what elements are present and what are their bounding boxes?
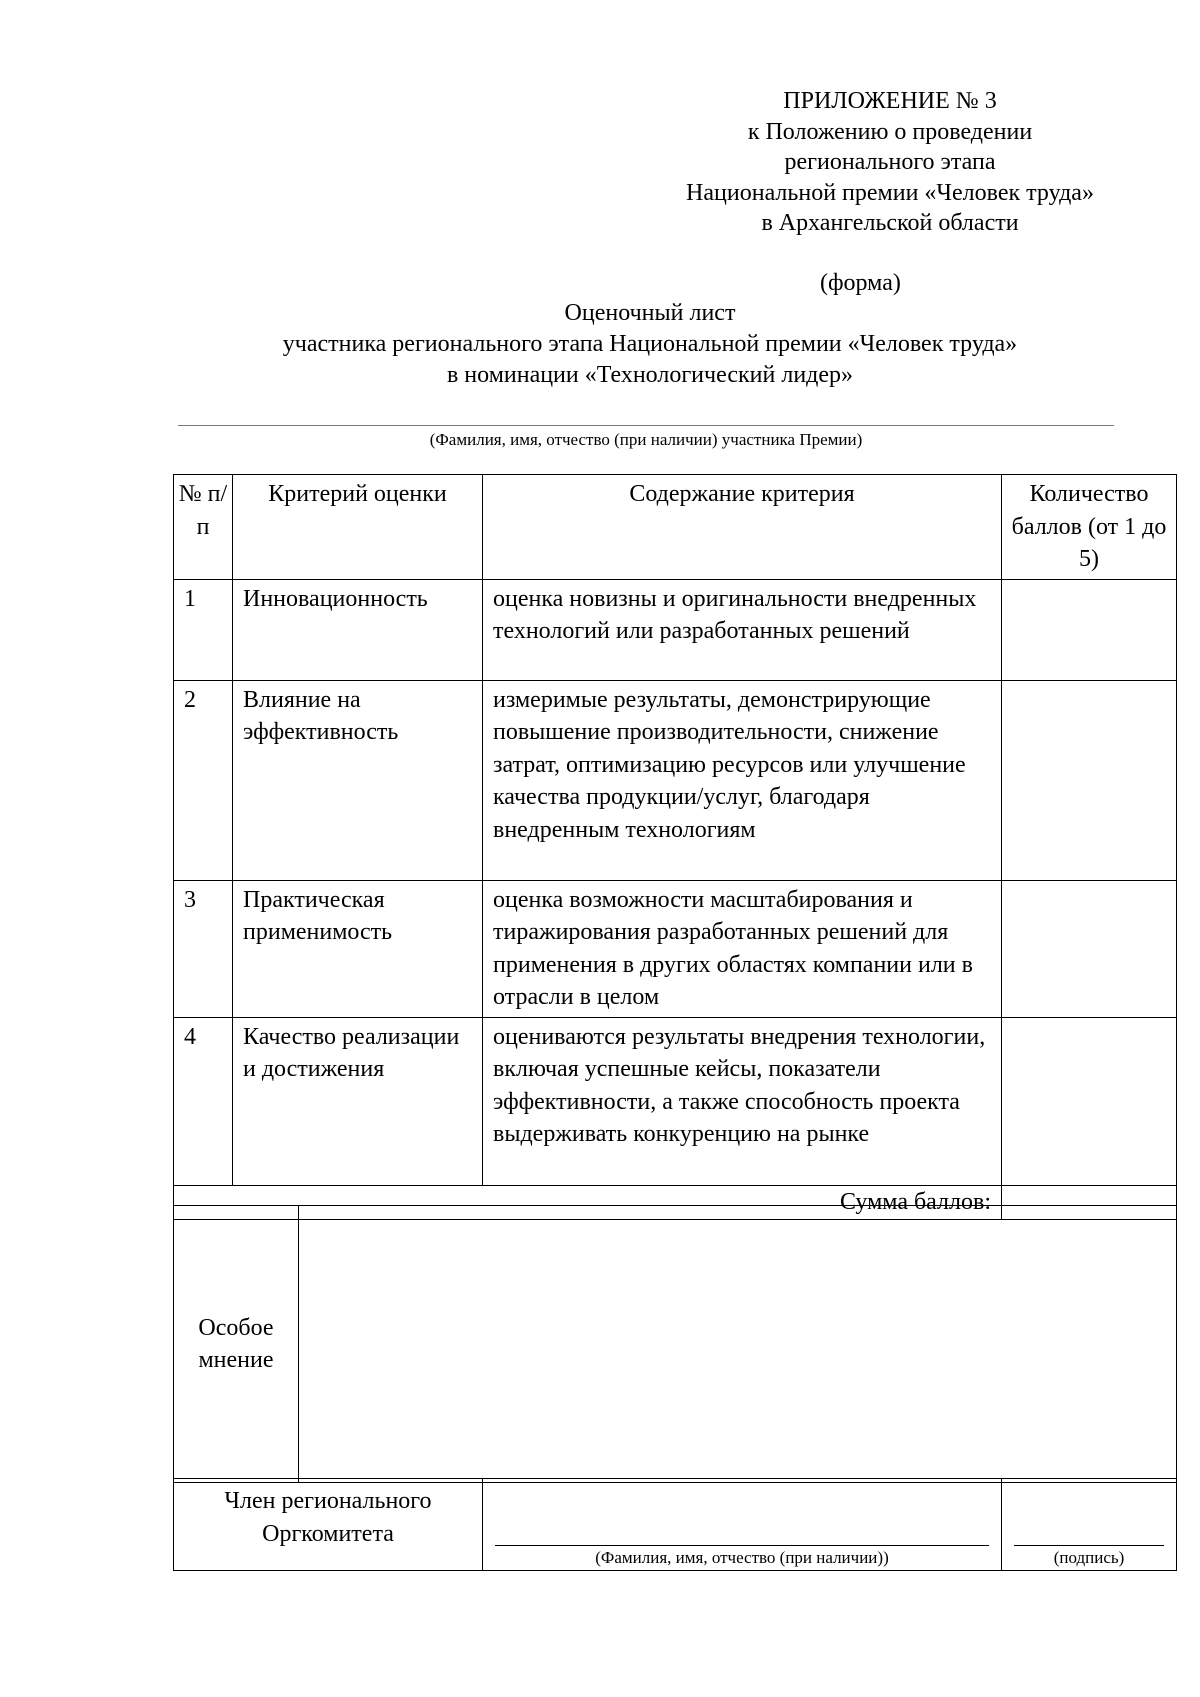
header-criterion: Критерий оценки <box>233 475 483 580</box>
table-row <box>174 1017 1177 1185</box>
table-header-row <box>174 475 1177 580</box>
participant-name-caption: (Фамилия, имя, отчество (при наличии) участника Премии) <box>429 430 863 449</box>
participant-name-line[interactable] <box>178 425 1114 426</box>
opinion-label: Особое мнение <box>174 1206 299 1483</box>
row-score-cell[interactable] <box>1002 680 1177 880</box>
fio-caption: (Фамилия, имя, отчество (при наличии)) <box>595 1548 889 1567</box>
header-score: Количество баллов (от 1 до 5) <box>1002 475 1177 580</box>
signature-cell[interactable] <box>1002 1479 1177 1571</box>
row-criterion: Практическая применимость <box>233 880 483 1017</box>
row-criterion: Инновационность <box>233 579 483 680</box>
row-score-cell[interactable] <box>1002 880 1177 1017</box>
table-row <box>174 579 1177 680</box>
appendix-title: ПРИЛОЖЕНИЕ № 3 <box>783 88 997 114</box>
appendix-line: к Положению о проведении <box>747 118 1033 145</box>
title-line: Оценочный лист <box>564 300 736 326</box>
signature-caption: (подпись) <box>1053 1548 1125 1567</box>
signature-table <box>173 1478 1177 1571</box>
opinion-row <box>174 1206 1177 1483</box>
row-num: 2 <box>174 680 233 880</box>
opinion-text-cell[interactable] <box>299 1206 1177 1483</box>
document-title <box>150 298 1150 391</box>
row-score-cell[interactable] <box>1002 579 1177 680</box>
row-content: оценка новизны и оригинальности внедренных технологий или разработанных решений <box>483 579 1002 680</box>
appendix-line: Национальной премии «Человек труда» <box>686 179 1094 206</box>
row-content: измеримые результаты, демонстрирующие повышение производительности, снижение затрат, оптимизацию ресурсов или улучшение качества продукции/услуг, благодаря внедренным технологиям <box>483 680 1002 880</box>
signature-row <box>174 1479 1177 1571</box>
signature-line <box>1014 1545 1164 1546</box>
title-line: участника регионального этапа Национальной премии «Человек труда» <box>282 331 1018 357</box>
appendix-line: в Архангельской области <box>761 210 1019 236</box>
row-score-cell[interactable] <box>1002 1017 1177 1185</box>
table-row <box>174 880 1177 1017</box>
row-num: 3 <box>174 880 233 1017</box>
fio-cell[interactable] <box>483 1479 1002 1571</box>
row-criterion: Влияние на эффективность <box>233 680 483 880</box>
form-label: (форма) <box>820 270 901 296</box>
header-num: № п/п <box>174 475 233 580</box>
member-label: Член регионального Оргкомитета <box>174 1479 483 1571</box>
header-content: Содержание критерия <box>483 475 1002 580</box>
opinion-table <box>173 1205 1177 1483</box>
table-row <box>174 680 1177 880</box>
evaluation-table <box>173 474 1177 1220</box>
sum-label: Сумма баллов: <box>174 1185 1002 1219</box>
appendix-header <box>600 86 1180 239</box>
row-content: оценка возможности масштабирования и тиражирования разработанных решений для применения в других областях компании или в отрасли в целом <box>483 880 1002 1017</box>
row-num: 1 <box>174 579 233 680</box>
appendix-line: регионального этапа <box>784 149 996 175</box>
title-line: в номинации «Технологический лидер» <box>446 362 854 388</box>
row-criterion: Качество реализации и достижения <box>233 1017 483 1185</box>
fio-line <box>495 1545 989 1546</box>
row-content: оцениваются результаты внедрения технологии, включая успешные кейсы, показатели эффективности, а также способность проекта выдерживать конкуренцию на рынке <box>483 1017 1002 1185</box>
row-num: 4 <box>174 1017 233 1185</box>
